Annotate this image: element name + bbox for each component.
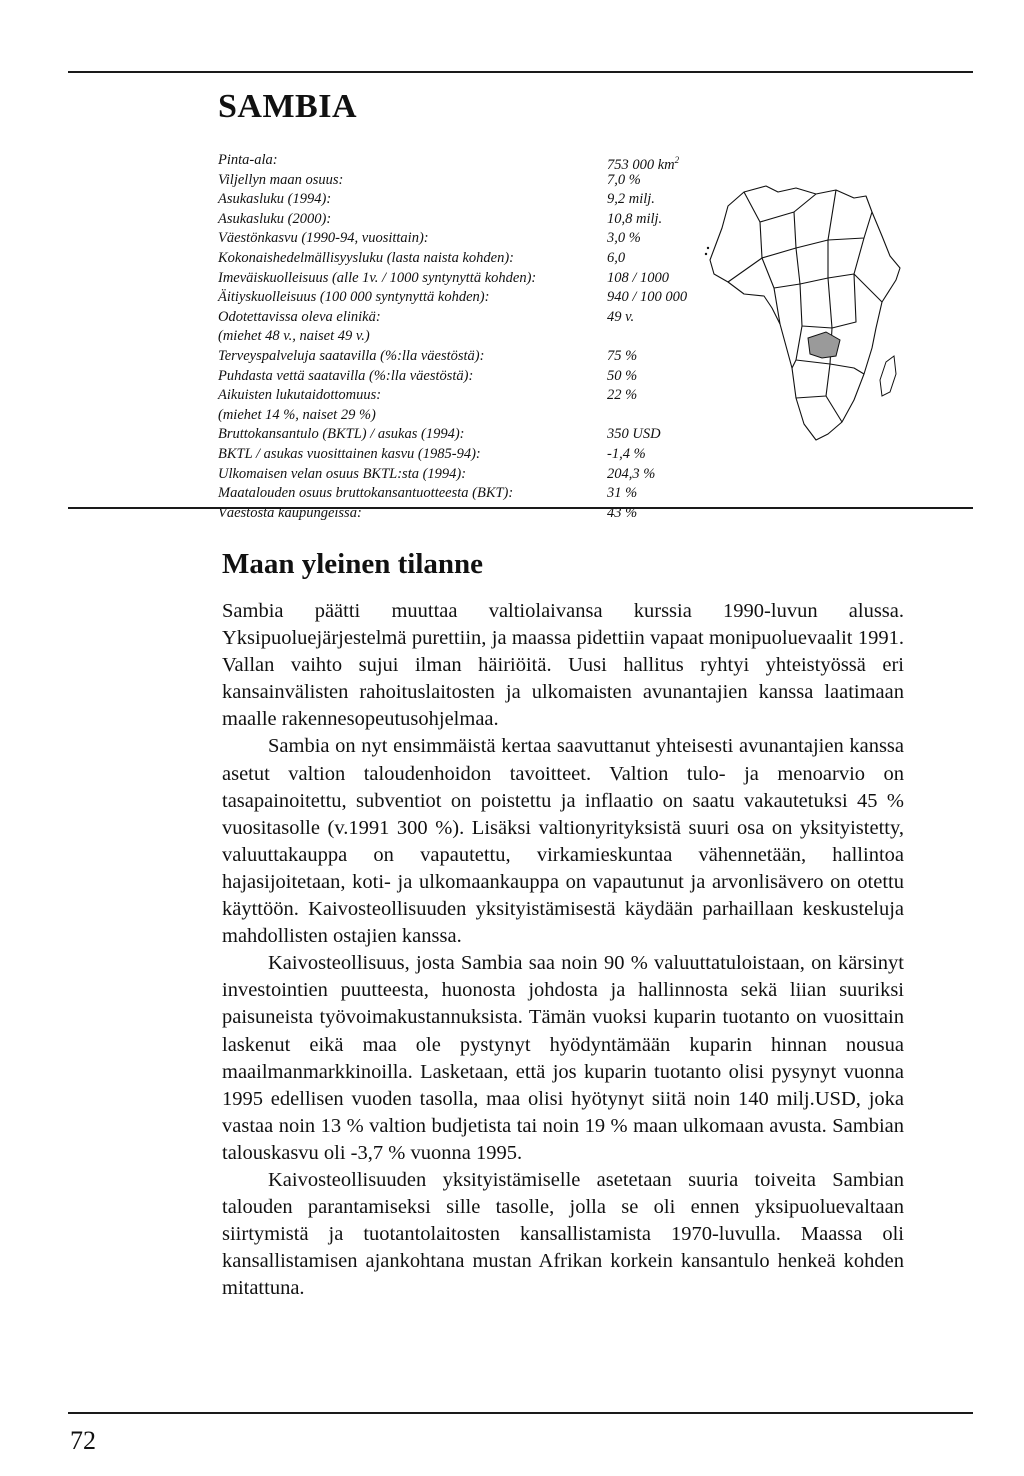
fact-label: Puhdasta vettä saatavilla (%:lla väestöstä): (218, 367, 474, 384)
africa-outline (710, 186, 900, 440)
fact-value: 350 USD (607, 426, 661, 443)
fact-label: Pinta-ala: (218, 152, 278, 168)
fact-value: 31 % (607, 485, 638, 502)
fact-label: Väestönkasvu (1990-94, vuosittain): (218, 230, 429, 247)
country-title: SAMBIA (218, 88, 358, 125)
fact-value: 3,0 % (607, 230, 641, 247)
fact-value: 49 v. (607, 308, 635, 325)
fact-label: Ulkomaisen velan osuus BKTL:sta (1994): (218, 465, 467, 482)
fact-label: Väestöstä kaupungeissa: (218, 504, 362, 521)
page-number: 72 (70, 1426, 96, 1455)
body-paragraph: Sambia on nyt ensimmäistä kertaa saavuttanut yhteisesti avunantajien kanssa asetut valtion taloudenhoidon tavoitteet. Valtion tulo- ja menoarvio on tasapainoitettu, subventiot on poistettu ja inflaatio on saatu vakautetuksi 45 % vuositasolle (v.1991 300 %). Lisäksi valtionyrityksistä suuri osa on yksityistetty, valuuttakauppa on vapautettu, virkamieskuntaa vähennetään, hallintoa hajasijoitetaan, koti- ja ulkomaankauppa on vapautunut ja arvonlisävero on otettu käyttöön. Kaivosteollisuuden yksityistämisestä käydään parhaillaan keskusteluja mahdollisten ostajien kanssa. (222, 735, 904, 948)
fact-value: 9,2 milj. (607, 191, 655, 208)
fact-value: 6,0 (607, 250, 626, 266)
madagascar-outline (880, 356, 896, 396)
fact-label: Imeväiskuolleisuus (alle 1v. / 1000 syntynyttä kohden): (218, 269, 537, 286)
fact-row (218, 464, 918, 484)
body-paragraph: Kaivosteollisuuden yksityistämiselle asetetaan suuria toiveita Sambian talouden parantamiseksi sille tasolle, jolla se oli ennen yksipuoluevaltaan siirtymistä ja tuotantolaitosten kansallistamista 1970-luvulla. Maassa oli kansallistamisen ajankohtana mustan Afrikan korkein kansantulo henkeä kohden mitattuna. (222, 1168, 904, 1300)
bottom-rule (68, 1412, 973, 1414)
section-heading: Maan yleinen tilanne (222, 548, 484, 580)
fact-label: BKTL / asukas vuosittainen kasvu (1985-94): (218, 446, 481, 462)
fact-value: -1,4 % (607, 446, 646, 462)
fact-label: Odotettavissa oleva elinikä: (218, 308, 381, 325)
fact-label: Aikuisten lukutaidottomuus: (218, 387, 382, 404)
fact-value: 753 000 $km^2$ (607, 155, 680, 173)
fact-value: 7,0 % (607, 171, 641, 188)
top-rule (68, 71, 973, 73)
middle-rule (68, 507, 973, 509)
fact-value: 43 % (607, 504, 638, 521)
fact-row (218, 503, 918, 523)
fact-label: Viljellyn maan osuus: (218, 171, 344, 188)
fact-label: Asukasluku (2000): (218, 210, 332, 227)
fact-label: Äitiyskuolleisuus (100 000 syntynyttä kohden): (218, 289, 490, 306)
fact-value: 22 % (607, 387, 638, 404)
fact-label: Maatalouden osuus bruttokansantuotteesta (BKT): (218, 485, 514, 502)
fact-label: Kokonaishedelmällisyysluku (lasta naista kohden): (218, 250, 514, 266)
fact-value: 50 % (607, 367, 638, 384)
body-text (222, 598, 904, 1302)
fact-value: 75 % (607, 348, 638, 364)
fact-value: 10,8 milj. (607, 210, 663, 227)
fact-value: 108 / 1000 (607, 269, 670, 286)
fact-label: (miehet 14 %, naiset 29 %) (218, 406, 376, 423)
fact-value: 940 / 100 000 (607, 289, 688, 306)
fact-label: Terveyspalveluja saatavilla (%:lla väestöstä): (218, 348, 485, 364)
fact-label: (miehet 48 v., naiset 49 v.) (218, 328, 370, 345)
zambia-highlight (808, 332, 840, 358)
africa-map-zambia-highlight (704, 178, 904, 448)
fact-row (218, 150, 918, 173)
body-paragraph: Kaivosteollisuus, josta Sambia saa noin 90 % valuuttatuloistaan, on kärsinyt investointien puutteesta, huonosta johdosta ja hallinnosta sekä liian suuriksi paisuneista työvoimakustannuksista. Tämän vuoksi kuparin tuotanto on vuosittain laskenut eikä maa ole pystynyt hyödyntämään kuparin hinnan nousua maailmanmarkkinoilla. Lasketaan, että jos kuparin tuotanto olisi pysynyt vuonna 1995 edellisen vuoden tasolla, maa olisi hyötynyt siitä noin 140 milj.USD, joka vastaa noin 13 % valtion budjetista tai noin 19 % maan ulkomaan avusta. Sambian talouskasvu oli -3,7 % vuonna 1995. (222, 952, 904, 1164)
fact-row (218, 483, 918, 503)
fact-label: Bruttokansantulo (BKTL) / asukas (1994): (218, 426, 465, 443)
fact-value: 204,3 % (607, 465, 656, 482)
body-paragraph: Sambia päätti muuttaa valtiolaivansa kurssia 1990-luvun alussa. Yksipuoluejärjestelmä purettiin, ja maassa pidettiin vapaat monipuoluevaalit 1991. Vallan vaihto sujui ilman häiriöitä. Uusi hallitus ryhtyi yhteistyössä eri kansainvälisten rahoituslaitosten ja ulkomaisten avunantajien kanssa laatimaan maalle rakennesopeutusohjelmaa. (222, 600, 904, 731)
fact-label: Asukasluku (1994): (218, 191, 332, 208)
